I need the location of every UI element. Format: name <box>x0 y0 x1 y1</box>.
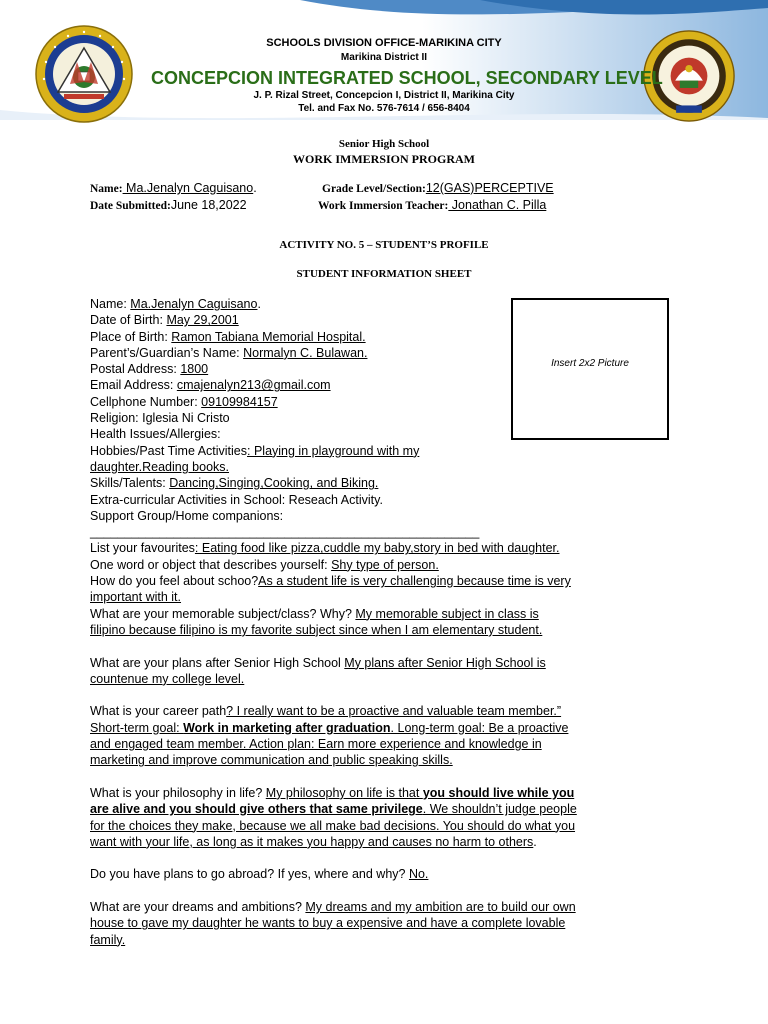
teacher-value: Jonathan C. Pilla <box>448 198 547 212</box>
info-oneword: One word or object that describes yourself: Shy type of person. <box>90 557 439 572</box>
info-subject: What are your memorable subject/class? Why? My memorable subject in class is <box>90 606 539 621</box>
program-title: WORK IMMERSION PROGRAM <box>293 152 475 166</box>
info-dreams-l2: house to gave my daughter he wants to buy a expensive and have a complete lovable <box>90 916 566 931</box>
teacher-label: Work Immersion Teacher: <box>318 200 449 212</box>
info-health: Health Issues/Allergies: <box>90 427 221 442</box>
info-plans: What are your plans after Senior High School My plans after Senior High School is <box>90 655 546 670</box>
sheet-title: STUDENT INFORMATION SHEET <box>296 268 472 280</box>
info-hobbies-cont: daughter.Reading books. <box>90 459 229 474</box>
info-hobbies: Hobbies/Past Time Activities: Playing in playground with my <box>90 443 420 458</box>
info-skills: Skills/Talents: Dancing,Singing,Cooking, and Biking. <box>90 476 379 491</box>
date-label: Date Submitted: <box>90 200 171 212</box>
grade-value: 12(GAS)PERCEPTIVE <box>425 181 554 195</box>
info-support-blank: ________________________________________________________ <box>90 525 480 540</box>
info-postal: Postal Address: 1800 <box>90 362 209 377</box>
info-religion: Religion: Iglesia Ni Cristo <box>90 411 230 426</box>
info-extra: Extra-curricular Activities in School: Reseach Activity. <box>90 492 383 507</box>
info-pob: Place of Birth: Ramon Tabiana Memorial Hospital. <box>90 329 366 344</box>
info-support: Support Group/Home companions: <box>90 508 284 523</box>
date-row <box>90 198 247 212</box>
name-label: Name: <box>90 183 123 195</box>
info-dreams-l3: family. <box>90 932 126 947</box>
photo-placeholder-text: Insert 2x2 Picture <box>551 358 629 369</box>
info-career-goals: Short-term goal: Work in marketing after graduation. Long-term goal: Be a proactive <box>90 720 569 735</box>
school-name: CONCEPCION INTEGRATED SCHOOL, SECONDARY LEVEL <box>151 68 663 88</box>
info-dob: Date of Birth: May 29,2001 <box>90 313 239 328</box>
name-end: . <box>253 181 257 195</box>
info-career-plan: and engaged team member. Action plan: Earn more experience and knowledge in <box>90 737 542 752</box>
school-phone: Tel. and Fax No. 576-7614 / 656-8404 <box>298 103 470 114</box>
info-favourites: List your favourites: Eating food like pizza,cuddle my baby,story in bed with daughter. <box>90 541 560 556</box>
info-philosophy-l3: for the choices they make, because we all make bad decisions. You should do what you <box>90 818 576 833</box>
info-subject-cont: filipino because filipino is my favorite subject since when I am elementary student. <box>90 622 543 637</box>
info-feel-cont: important with it. <box>90 590 182 605</box>
grade-label: Grade Level/Section: <box>322 183 426 195</box>
info-philosophy: What is your philosophy in life? My philosophy on life is that you should live while you <box>90 785 575 800</box>
activity-title: ACTIVITY NO. 5 – STUDENT’S PROFILE <box>279 239 489 251</box>
info-philosophy-l2: are alive and you should give others that same privilege. We shouldn’t judge people <box>90 802 577 817</box>
info-career-plan-cont: marketing and improve communication and public speaking skills. <box>90 753 453 768</box>
info-career: What is your career path? I really want to be a proactive and valuable team member.” <box>90 704 562 719</box>
info-abroad: Do you have plans to go abroad? If yes, where and why? No. <box>90 867 429 882</box>
grade-row <box>322 181 554 195</box>
student-name-row <box>90 181 257 195</box>
info-philosophy-l4: want with your life, as long as it makes you happy and causes no harm to others. <box>90 834 537 849</box>
division-office-title: SCHOOLS DIVISION OFFICE-MARIKINA CITY <box>266 37 502 49</box>
student-info-body <box>90 296 690 948</box>
info-plans-cont: countenue my college level. <box>90 671 245 686</box>
info-email: Email Address: cmajenalyn213@gmail.com <box>90 378 331 393</box>
name-value: Ma.Jenalyn Caguisano <box>122 181 254 195</box>
date-value: June 18,2022 <box>170 198 247 212</box>
info-name: Name: Ma.Jenalyn Caguisano. <box>90 297 261 311</box>
info-dreams: What are your dreams and ambitions? My dreams and my ambition are to build our own <box>90 899 576 914</box>
district-title: Marikina District II <box>340 52 428 63</box>
info-feel: How do you feel about schoo?As a student life is very challenging because time is very <box>90 574 571 589</box>
school-address: J. P. Rizal Street, Concepcion I, District II, Marikina City <box>253 90 515 101</box>
program-level: Senior High School <box>338 138 430 150</box>
info-guardian: Parent’s/Guardian’s Name: Normalyn C. Bulawan. <box>90 345 368 360</box>
teacher-row <box>318 198 546 212</box>
info-cellphone: Cellphone Number: 09109984157 <box>90 394 278 409</box>
